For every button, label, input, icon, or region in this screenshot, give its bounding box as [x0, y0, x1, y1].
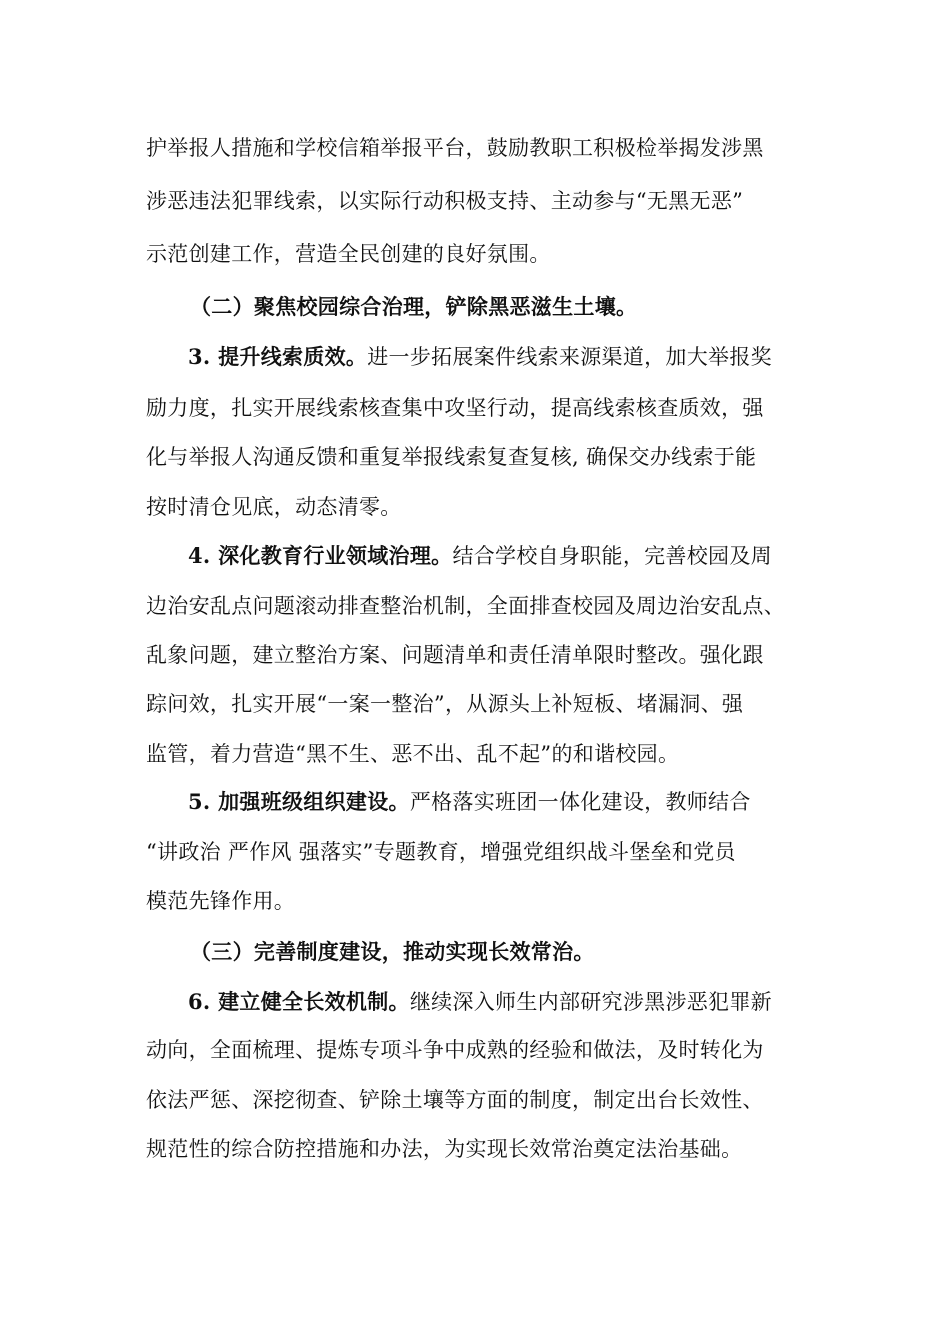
text-line: “讲政治 严作风 强落实”专题教育，增强党组织战斗堡垒和党员: [146, 840, 736, 864]
paragraph-first-line: [188, 987, 772, 1017]
text-run: 进一步拓展案件线索来源渠道，加大举报奖: [367, 345, 772, 369]
text-line: 动向，全面梳理、提炼专项斗争中成熟的经验和做法，及时转化为: [146, 1038, 764, 1062]
paragraph-first-line: [188, 342, 772, 372]
text-line: 规范性的综合防控措施和办法，为实现长效常治奠定法治基础。: [146, 1137, 743, 1161]
text-line: 监管，着力营造“黑不生、恶不出、乱不起”的和谐校园。: [146, 742, 680, 766]
text-line: 按时清仓见底，动态清零。: [146, 495, 402, 519]
item-heading: 4. 深化教育行业领域治理。: [188, 543, 453, 568]
text-line: 励力度，扎实开展线索核查集中攻坚行动，提高线索核查质效，强: [146, 396, 764, 420]
text-line: 依法严惩、深挖彻查、铲除土壤等方面的制度，制定出台长效性、: [146, 1088, 764, 1112]
section-heading: （三）完善制度建设，推动实现长效常治。: [190, 939, 595, 964]
text-line: 边治安乱点问题滚动排查整治机制，全面排查校园及周边治安乱点、: [146, 594, 785, 618]
item-heading: 3. 提升线索质效。: [188, 344, 368, 369]
text-line: 模范先锋作用。: [146, 889, 296, 913]
item-heading: 6. 建立健全长效机制。: [188, 989, 410, 1014]
section-heading: （二）聚焦校园综合治理，铲除黑恶滋生土壤。: [190, 294, 638, 319]
paragraph-first-line: [188, 541, 772, 571]
text-line: 化与举报人沟通反馈和重复举报线索复查复核, 确保交办线索于能: [146, 445, 757, 469]
text-line: 涉恶违法犯罪线索，以实际行动积极支持、主动参与“无黑无恶”: [146, 189, 744, 213]
text-line: 踪问效，扎实开展“一案一整治”，从源头上补短板、堵漏洞、强: [146, 692, 744, 716]
text-line: 护举报人措施和学校信箱举报平台，鼓励教职工积极检举揭发涉黑: [146, 136, 764, 160]
item-heading: 5. 加强班级组织建设。: [188, 789, 410, 814]
text-line: 示范创建工作，营造全民创建的良好氛围。: [146, 242, 551, 266]
paragraph-first-line: [188, 787, 751, 817]
text-line: 乱象问题，建立整治方案、问题清单和责任清单限时整改。强化跟: [146, 643, 764, 667]
text-run: 继续深入师生内部研究涉黑涉恶犯罪新: [409, 990, 772, 1014]
text-run: 严格落实班团一体化建设，教师结合: [409, 790, 751, 814]
text-run: 结合学校自身职能，完善校园及周: [452, 544, 772, 568]
